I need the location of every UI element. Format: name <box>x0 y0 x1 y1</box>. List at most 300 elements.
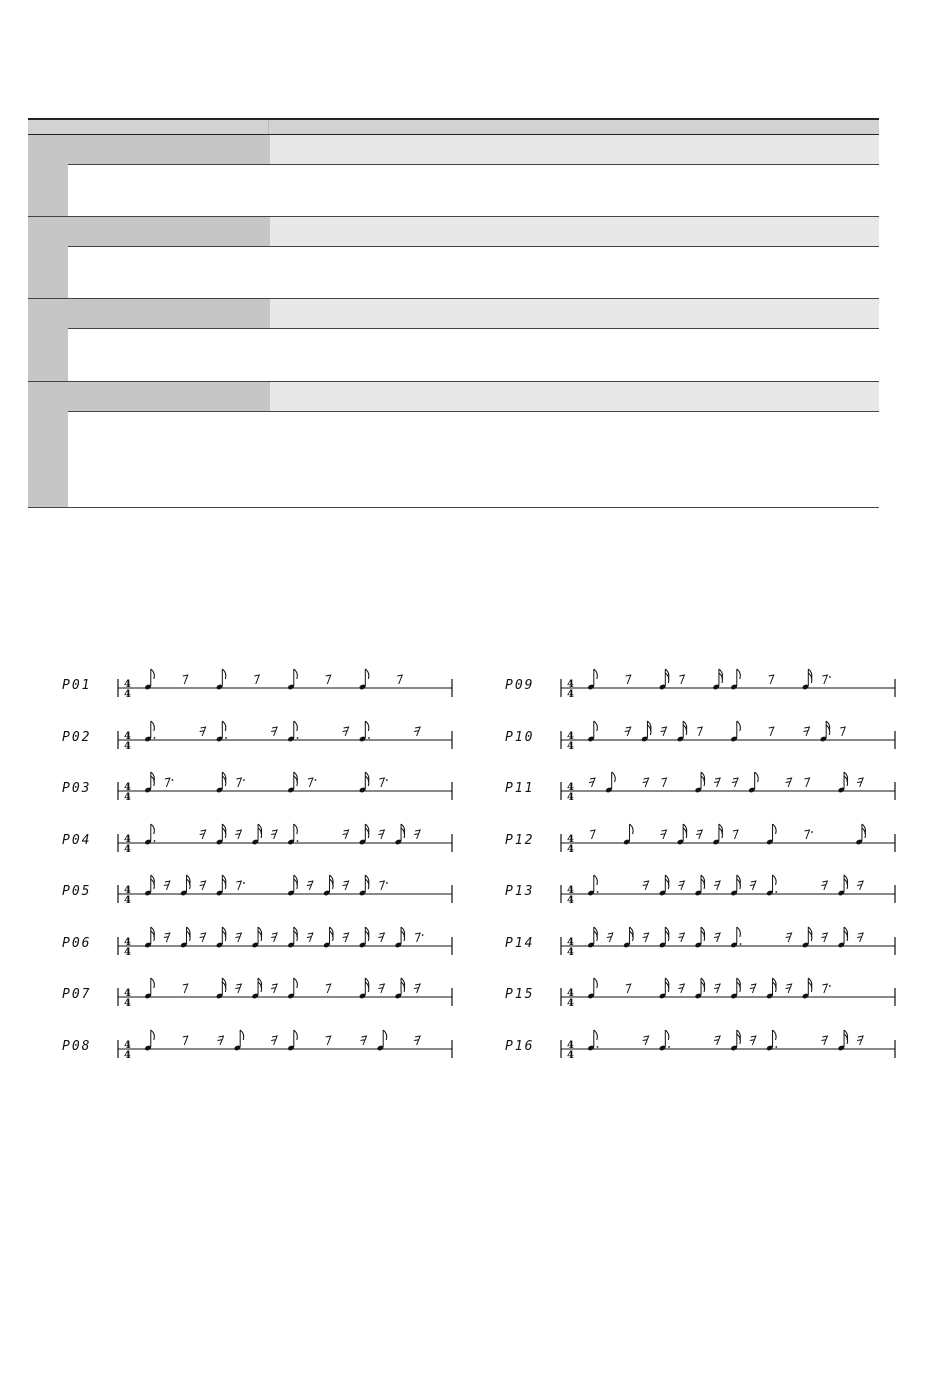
note-dot <box>368 737 370 739</box>
pattern-row <box>505 1021 900 1061</box>
note-flag <box>594 978 598 988</box>
pattern-label: P06 <box>62 935 92 951</box>
rest <box>750 984 756 993</box>
time-signature-bottom: 4 <box>124 740 131 752</box>
pattern-label: P12 <box>505 832 535 848</box>
rest <box>378 830 384 839</box>
pattern-label: P10 <box>505 729 535 745</box>
note <box>251 978 261 999</box>
rest <box>786 933 792 942</box>
note <box>359 721 370 742</box>
table-group-4 <box>28 382 879 508</box>
note-flag <box>365 669 369 679</box>
note <box>837 875 847 896</box>
rest <box>678 933 684 942</box>
pattern-label: P09 <box>505 678 535 693</box>
group-bottom-rule <box>28 507 879 508</box>
note-dot <box>597 1046 599 1048</box>
note <box>144 978 154 999</box>
rhythm-staff <box>62 918 457 958</box>
rest-dot <box>171 779 173 781</box>
rhythm-staff <box>62 660 457 700</box>
rest-dot <box>829 985 831 987</box>
note-flag <box>737 721 741 731</box>
rest-shape <box>697 727 702 736</box>
rest-shape <box>183 675 188 684</box>
rest <box>821 933 827 942</box>
rest <box>662 778 667 787</box>
note-dot <box>775 1046 777 1048</box>
note <box>144 669 154 690</box>
note <box>216 978 226 999</box>
rest <box>235 933 241 942</box>
rest-shape <box>679 675 684 684</box>
note <box>587 669 597 690</box>
rest <box>821 1036 827 1045</box>
pattern-row <box>505 918 900 958</box>
rest <box>590 830 595 839</box>
rest <box>183 675 188 684</box>
note <box>641 721 651 742</box>
note <box>694 772 704 793</box>
note <box>748 772 758 793</box>
rest <box>607 933 613 942</box>
group-value-cell <box>270 135 879 164</box>
time-signature-bottom: 4 <box>124 895 131 906</box>
pattern-row <box>505 763 900 803</box>
note-flag <box>151 669 155 679</box>
pattern-label: P15 <box>505 987 535 1002</box>
rest <box>164 881 170 890</box>
pattern-row <box>505 712 900 752</box>
note <box>359 875 369 896</box>
rest <box>326 675 331 684</box>
rest <box>218 1036 224 1045</box>
note <box>144 1030 154 1051</box>
rest-dot <box>422 934 424 936</box>
note <box>234 1030 244 1051</box>
note-flag <box>594 669 598 679</box>
rest-shape <box>805 778 810 787</box>
group-side-tab <box>28 382 68 508</box>
rest <box>714 778 720 787</box>
rest <box>661 830 667 839</box>
rest <box>379 881 387 890</box>
time-signature-top: 4 <box>567 833 574 845</box>
table-group-2 <box>28 217 879 299</box>
note <box>359 772 369 793</box>
note-dot <box>225 737 227 739</box>
time-signature-bottom: 4 <box>124 946 131 958</box>
rest <box>343 881 349 890</box>
note <box>359 927 369 948</box>
note-flag <box>222 721 226 731</box>
rest-shape <box>415 933 420 942</box>
rest <box>236 881 244 890</box>
note <box>359 824 369 845</box>
rest <box>307 933 313 942</box>
note <box>766 1030 777 1051</box>
rest <box>414 1036 420 1045</box>
rest-shape <box>183 984 188 993</box>
time-signature-top: 4 <box>567 679 574 690</box>
note <box>394 927 404 948</box>
rest <box>378 984 384 993</box>
pattern-row <box>62 969 457 1009</box>
rest <box>840 727 845 736</box>
note-dot <box>297 840 299 842</box>
rest-shape <box>236 778 241 787</box>
rest <box>857 881 863 890</box>
rest <box>769 675 774 684</box>
time-signature-bottom: 4 <box>567 792 574 803</box>
rest-shape <box>822 675 827 684</box>
rest-shape <box>379 778 384 787</box>
time-signature-top: 4 <box>124 782 131 793</box>
note <box>287 978 297 999</box>
note <box>730 669 740 690</box>
note <box>144 721 155 742</box>
note-flag <box>151 824 155 834</box>
rest <box>235 984 241 993</box>
rest <box>326 984 331 993</box>
pattern-label: P07 <box>62 987 92 1002</box>
note <box>216 824 226 845</box>
note <box>677 824 687 845</box>
rest-shape <box>379 881 384 890</box>
rest <box>164 933 170 942</box>
note <box>730 978 740 999</box>
note <box>659 669 669 690</box>
note <box>623 824 633 845</box>
pattern-row <box>62 712 457 752</box>
pattern-row <box>62 1021 457 1061</box>
rest <box>626 984 631 993</box>
note-flag <box>773 1030 777 1040</box>
note-flag <box>294 721 298 731</box>
pattern-label: P02 <box>62 729 92 745</box>
note <box>394 824 404 845</box>
rest-shape <box>626 675 631 684</box>
note <box>251 824 261 845</box>
note <box>216 875 226 896</box>
rest-dot <box>386 882 388 884</box>
note <box>287 824 298 845</box>
time-signature-top: 4 <box>567 988 574 999</box>
rest <box>307 881 313 890</box>
time-signature-bottom: 4 <box>567 740 574 752</box>
rest-shape <box>733 830 738 839</box>
rhythm-staff <box>62 712 457 752</box>
rhythm-staff <box>62 866 457 906</box>
group-divider <box>68 411 879 412</box>
pattern-label: P08 <box>62 1038 92 1054</box>
note-flag <box>240 1030 244 1040</box>
note <box>587 721 597 742</box>
note-flag <box>294 978 298 988</box>
rest <box>805 778 810 787</box>
note <box>251 927 261 948</box>
note-flag <box>294 669 298 679</box>
rest-shape <box>183 1036 188 1045</box>
rest <box>786 778 792 787</box>
rest <box>714 933 720 942</box>
note <box>659 875 669 896</box>
time-signature-bottom: 4 <box>567 1049 574 1061</box>
time-signature-top: 4 <box>567 782 574 793</box>
note <box>659 927 669 948</box>
group-side-tab <box>28 135 68 217</box>
note <box>694 978 704 999</box>
note <box>659 1030 670 1051</box>
rest <box>732 778 738 787</box>
table-header <box>28 120 879 136</box>
pattern-label: P16 <box>505 1038 535 1054</box>
rest-dot <box>811 831 813 833</box>
pattern-row <box>62 866 457 906</box>
note <box>377 1030 387 1051</box>
time-signature-bottom: 4 <box>124 1049 131 1061</box>
note <box>802 978 812 999</box>
rest <box>378 933 384 942</box>
rest <box>821 881 827 890</box>
time-signature-bottom: 4 <box>124 843 131 855</box>
note <box>837 1030 847 1051</box>
group-divider <box>68 328 879 329</box>
group-divider <box>68 164 879 165</box>
rhythm-staff <box>62 969 457 1009</box>
time-signature-bottom: 4 <box>567 895 574 906</box>
rest <box>857 1036 863 1045</box>
note <box>837 927 847 948</box>
pattern-label: P03 <box>62 781 92 796</box>
rest <box>414 830 420 839</box>
group-side-tab <box>28 217 68 299</box>
note-flag <box>151 1030 155 1040</box>
rest-shape <box>326 675 331 684</box>
time-signature-bottom: 4 <box>124 689 131 700</box>
rest-dot <box>243 779 245 781</box>
rest <box>200 830 206 839</box>
rest <box>625 727 631 736</box>
rest-shape <box>840 727 845 736</box>
note <box>216 669 226 690</box>
note-dot <box>597 891 599 893</box>
group-side-tab <box>28 299 68 382</box>
rest <box>750 1036 756 1045</box>
rest <box>271 933 277 942</box>
rest <box>271 984 277 993</box>
rhythm-pattern-list <box>0 660 950 1080</box>
rest <box>678 984 684 993</box>
note <box>802 927 812 948</box>
time-signature-top: 4 <box>124 679 131 690</box>
time-signature-bottom: 4 <box>567 689 574 700</box>
rest-dot <box>829 676 831 678</box>
time-signature-top: 4 <box>124 833 131 845</box>
rest <box>183 1036 188 1045</box>
rest <box>397 675 402 684</box>
note <box>712 824 722 845</box>
note <box>694 875 704 896</box>
rest <box>379 778 387 787</box>
group-value-cell <box>270 299 879 328</box>
note <box>623 927 633 948</box>
rest-shape <box>822 984 827 993</box>
rest-dot <box>386 779 388 781</box>
rest-shape <box>769 675 774 684</box>
note <box>855 824 865 845</box>
note <box>802 669 812 690</box>
note-flag <box>612 772 616 782</box>
pattern-row <box>505 815 900 855</box>
note-dot <box>668 1046 670 1048</box>
note-flag <box>665 1030 669 1040</box>
note <box>587 1030 598 1051</box>
rhythm-staff <box>505 712 900 752</box>
note-flag <box>755 772 759 782</box>
rest-shape <box>626 984 631 993</box>
rest-shape <box>326 1036 331 1045</box>
rhythm-staff <box>62 1021 457 1061</box>
note <box>287 875 297 896</box>
rest-shape <box>662 778 667 787</box>
pattern-label: P14 <box>505 935 535 951</box>
pattern-row <box>505 866 900 906</box>
rest <box>200 933 206 942</box>
time-signature-top: 4 <box>124 1039 131 1051</box>
note-dot <box>154 737 156 739</box>
note-flag <box>773 824 777 834</box>
note <box>587 875 598 896</box>
rest <box>679 675 684 684</box>
rest <box>805 830 813 839</box>
rest <box>804 727 810 736</box>
rest-shape <box>397 675 402 684</box>
rest <box>714 1036 720 1045</box>
note <box>730 721 740 742</box>
group-label-cell <box>68 299 270 328</box>
rest <box>343 727 349 736</box>
note-flag <box>773 875 777 885</box>
note <box>144 875 154 896</box>
note <box>820 721 830 742</box>
rest <box>236 778 244 787</box>
note <box>323 875 333 896</box>
note <box>659 978 669 999</box>
note-flag <box>383 1030 387 1040</box>
rhythm-staff <box>505 660 900 700</box>
note <box>837 772 847 793</box>
note <box>359 669 369 690</box>
note <box>216 927 226 948</box>
rhythm-staff <box>62 763 457 803</box>
note-dot <box>154 840 156 842</box>
note <box>287 927 297 948</box>
note-flag <box>151 721 155 731</box>
note <box>587 978 597 999</box>
pattern-row <box>62 660 457 700</box>
pattern-label: P04 <box>62 832 92 848</box>
note-dot <box>297 737 299 739</box>
group-label-cell <box>68 217 270 246</box>
note-flag <box>737 927 741 937</box>
pattern-row <box>505 660 900 700</box>
rest-shape <box>165 778 170 787</box>
rest-shape <box>308 778 313 787</box>
rest <box>643 1036 649 1045</box>
rest <box>714 881 720 890</box>
time-signature-bottom: 4 <box>567 946 574 958</box>
note <box>394 978 404 999</box>
rest-shape <box>236 881 241 890</box>
rest-shape <box>326 984 331 993</box>
note-flag <box>594 875 598 885</box>
note-flag <box>151 978 155 988</box>
rest <box>343 933 349 942</box>
rhythm-staff <box>505 1021 900 1061</box>
note <box>605 772 615 793</box>
note <box>587 927 597 948</box>
time-signature-top: 4 <box>124 885 131 896</box>
time-signature-top: 4 <box>567 1039 574 1051</box>
rest <box>857 933 863 942</box>
group-divider <box>68 246 879 247</box>
rest <box>271 1036 277 1045</box>
note <box>712 669 722 690</box>
rhythm-staff <box>505 866 900 906</box>
note <box>323 927 333 948</box>
rest <box>200 881 206 890</box>
note <box>677 721 687 742</box>
note <box>694 927 704 948</box>
rest <box>415 933 423 942</box>
note <box>144 772 154 793</box>
note-flag <box>365 721 369 731</box>
rhythm-staff <box>505 763 900 803</box>
rest <box>271 830 277 839</box>
rhythm-staff <box>62 815 457 855</box>
rest <box>308 778 316 787</box>
note-flag <box>222 669 226 679</box>
note-flag <box>737 669 741 679</box>
note <box>216 721 227 742</box>
group-value-cell <box>270 217 879 246</box>
rhythm-staff <box>505 815 900 855</box>
note <box>180 927 190 948</box>
note-flag <box>294 824 298 834</box>
table-group-1 <box>28 135 879 217</box>
rest <box>271 727 277 736</box>
pattern-row <box>62 763 457 803</box>
note <box>766 824 776 845</box>
rest <box>183 984 188 993</box>
time-signature-bottom: 4 <box>124 792 131 803</box>
note <box>730 875 740 896</box>
rest <box>786 984 792 993</box>
pattern-label: P01 <box>62 678 92 693</box>
group-label-cell <box>68 382 270 411</box>
note <box>287 721 298 742</box>
rest <box>343 830 349 839</box>
time-signature-top: 4 <box>124 730 131 742</box>
rest <box>361 1036 367 1045</box>
rest <box>678 881 684 890</box>
time-signature-bottom: 4 <box>124 998 131 1009</box>
note <box>287 772 297 793</box>
note-flag <box>294 1030 298 1040</box>
time-signature-bottom: 4 <box>567 998 574 1009</box>
